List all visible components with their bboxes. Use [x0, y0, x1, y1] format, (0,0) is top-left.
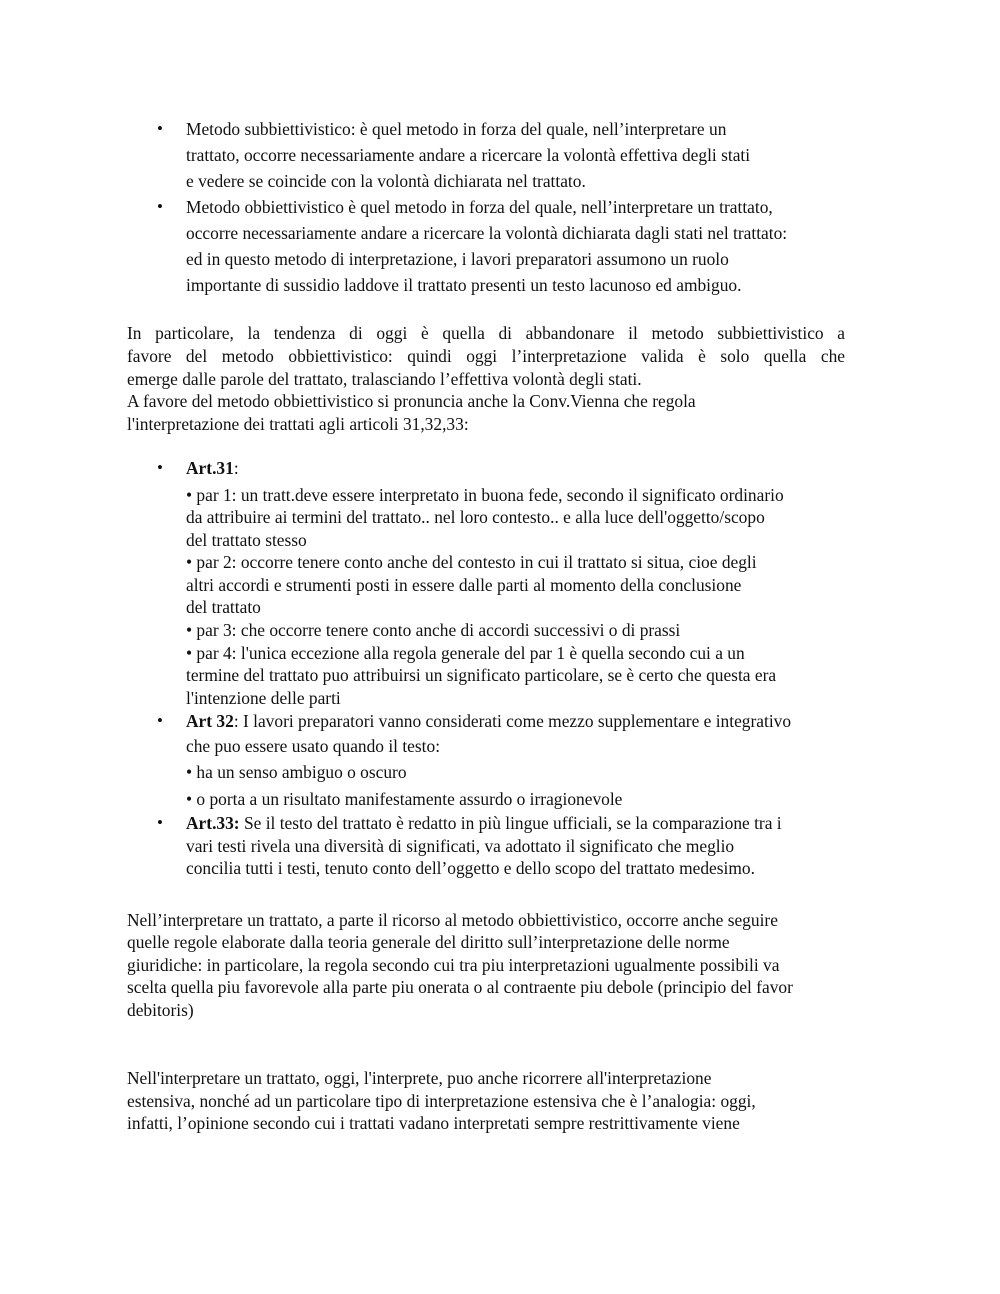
bullet-icon: •	[157, 458, 163, 477]
art31-line: da attribuire ai termini del trattato.. nel loro contesto.. e alla luce dell'oggetto/scopo	[186, 507, 765, 527]
method-subjective-line-1: Metodo subbiettivistico: è quel metodo in forza del quale, nell’interpretare un	[186, 119, 727, 139]
art33-line-1	[186, 812, 782, 834]
paragraph-line: quelle regole elaborate dalla teoria generale del diritto sull’interpretazione delle norme	[127, 932, 730, 952]
art31-line: del trattato	[186, 597, 261, 617]
art33-line: vari testi rivela una diversità di significati, va adottato il significato che meglio	[186, 836, 735, 856]
art32-sub-item: • o porta a un risultato manifestamente assurdo o irragionevole	[186, 789, 623, 809]
paragraph-line: emerge dalle parole del trattato, tralasciando l’effettiva volontà degli stati.	[127, 369, 642, 389]
paragraph-line: estensiva, nonché ad un particolare tipo di interpretazione estensiva che è l’analogia: oggi,	[127, 1091, 756, 1111]
art32-line-1	[186, 710, 791, 732]
art31-heading-label: Art.31	[186, 458, 234, 478]
method-objective-line-4: importante di sussidio laddove il trattato presenti un testo lacunoso ed ambiguo.	[186, 275, 742, 295]
bullet-icon: •	[157, 119, 163, 138]
paragraph-line: Nell’interpretare un trattato, a parte il ricorso al metodo obbiettivistico, occorre anche seguire	[127, 910, 778, 930]
bullet-icon: •	[157, 197, 163, 216]
paragraph-line: A favore del metodo obbiettivistico si pronuncia anche la Conv.Vienna che regola	[127, 391, 696, 411]
paragraph-line: debitoris)	[127, 1000, 194, 1020]
art31-line: • par 2: occorre tenere conto anche del contesto in cui il trattato si situa, cioe degli	[186, 552, 757, 572]
paragraph-line: l'interpretazione dei trattati agli articoli 31,32,33:	[127, 414, 469, 434]
paragraph-line: scelta quella piu favorevole alla parte piu onerata o al contraente piu debole (principio del favor	[127, 977, 793, 997]
paragraph-line: Nell'interpretare un trattato, oggi, l'interprete, puo anche ricorrere all'interpretazione	[127, 1068, 712, 1088]
method-objective-line-2: occorre necessariamente andare a ricercare la volontà dichiarata dagli stati nel trattato:	[186, 223, 788, 243]
art31-line: l'intenzione delle parti	[186, 688, 341, 708]
art33-first-line-text: Se il testo del trattato è redatto in più lingue ufficiali, se la comparazione tra i	[239, 813, 782, 833]
art31-line: • par 3: che occorre tenere conto anche di accordi successivi o di prassi	[186, 620, 681, 640]
method-objective-line-3: ed in questo metodo di interpretazione, i lavori preparatori assumono un ruolo	[186, 249, 729, 269]
art32-line-2: che puo essere usato quando il testo:	[186, 736, 441, 756]
art32-sub-item: • ha un senso ambiguo o oscuro	[186, 762, 407, 782]
art31-line: • par 1: un tratt.deve essere interpretato in buona fede, secondo il significato ordinario	[186, 485, 784, 505]
art31-line: termine del trattato puo attribuirsi un significato particolare, se è certo che questa era	[186, 665, 777, 685]
art31-line: del trattato stesso	[186, 530, 307, 550]
paragraph-line: giuridiche: in particolare, la regola secondo cui tra piu interpretazioni ugualmente possibili va	[127, 955, 780, 975]
method-subjective-line-3: e vedere se coincide con la volontà dichiarata nel trattato.	[186, 171, 586, 191]
bullet-icon: •	[157, 813, 163, 832]
art32-heading: Art 32	[186, 711, 234, 731]
bullet-icon: •	[157, 711, 163, 730]
paragraph-line: favore del metodo obbiettivistico: quindi oggi l’interpretazione valida è solo quella che	[127, 346, 845, 366]
art32-first-line-text: : I lavori preparatori vanno considerati come mezzo supplementare e integrativo	[233, 711, 792, 731]
art31-line: • par 4: l'unica eccezione alla regola generale del par 1 è quella secondo cui a un	[186, 643, 745, 663]
art33-heading: Art.33:	[186, 813, 240, 833]
method-subjective-line-2: trattato, occorre necessariamente andare a ricercare la volontà effettiva degli stati	[186, 145, 751, 165]
art31-heading	[186, 457, 239, 479]
art31-heading-suffix: :	[233, 458, 239, 478]
art31-line: altri accordi e strumenti posti in essere dalle parti al momento della conclusione	[186, 575, 742, 595]
paragraph-line: In particolare, la tendenza di oggi è quella di abbandonare il metodo subbiettivistico a	[127, 323, 845, 343]
method-objective-line-1: Metodo obbiettivistico è quel metodo in forza del quale, nell’interpretare un trattato,	[186, 197, 773, 217]
paragraph-line: infatti, l’opinione secondo cui i trattati vadano interpretati sempre restrittivamente viene	[127, 1113, 740, 1133]
art33-line: concilia tutti i testi, tenuto conto dell’oggetto e dello scopo del trattato medesimo.	[186, 858, 755, 878]
